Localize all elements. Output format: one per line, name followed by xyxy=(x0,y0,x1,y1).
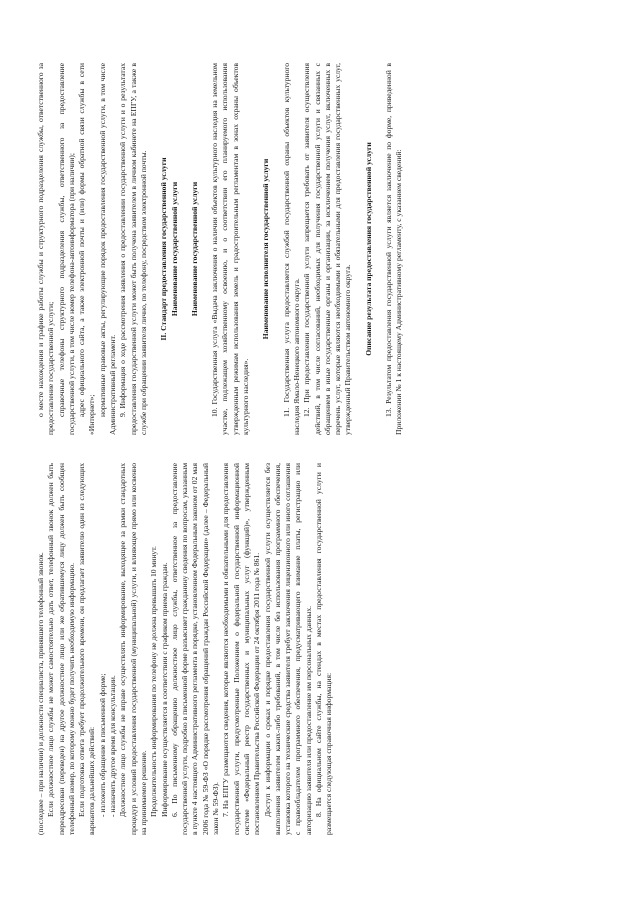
paragraph: Информирование осуществляется в соответствии с графиком приема граждан. xyxy=(159,562,169,817)
right-column xyxy=(36,63,405,435)
paragraph-12: 12. При предоставлении государственной услуги запрещается требовать от заявителя осуществления действий, в том числе согласований, необходимых для получения государственной услуги и связанных с обращением в иные государственные органы и организации, за исключением получения услуг, включенных в перечень услуг, которые являются необходимыми и обязательными для предоставления государственных услуг, утвержденный Правительством автономного округа. xyxy=(302,63,353,435)
paragraph: адрес официального сайта, а также электронной почты и (или) формы обратной связи службы в сети «Интернет»; xyxy=(77,63,97,435)
left-column xyxy=(36,463,335,835)
paragraph: (последнее – при наличии) и должности специалиста, принявшего телефонный звонок. xyxy=(36,552,45,835)
paragraph: 9. Информация о ходе рассмотрения заявления о предоставлении государственной услуги и о результатах предоставления государственной услуги может быть получена заявителем в личном кабинете на ЕПГУ, а также в службе при обращении заявителя лично, по телефону, посредством электронной почты. xyxy=(118,63,148,435)
paragraph: - изложить обращение в письменной форме; xyxy=(97,673,107,817)
paragraph: 7. На ЕПГУ размещаются сведения, которые являются необходимыми и обязательными для предоставления государственной услуги, предусмотренные Положением о федеральной государственной информационной системе «Федеральный реестр государственных и муниципальных услуг (функций)», утвержденным постановлением Правительства Российской Федерации от 24 октября 2011 года № 861. xyxy=(221,463,262,835)
paragraph: Если должностное лицо службы не может самостоятельно дать ответ, телефонный звонок должен быть переадресован (переведен) на другое должностное лицо или же обратившемуся лицу должен быть сообщен телефонный номер, по которому можно будет получить необходимую информацию. xyxy=(46,463,76,835)
subheading-service-name-2: Наименование государственной услуги xyxy=(189,181,199,317)
paragraph: Продолжительность информирования по телефону не должна превышать 10 минут. xyxy=(149,546,159,817)
subheading-result: Описание результата предоставления государственной услуги xyxy=(363,142,373,356)
paragraph-10: 10. Государственная услуга «Выдача заключения о наличии объектов культурного наследия на земельном участке, подлежащем хозяйственному освоению, и о соответствии его планируемого использования утвержденным режимам использования земель и градостроительным регламентам в зонах охраны объектов культурного наследия». xyxy=(210,63,251,435)
paragraph: 6. По письменному обращению должностное лицо службы, ответственное за предоставление государственной услуги, подробно в письменной форме разъясняет гражданину сведения по вопросам, указанным в пункте 4 настоящего Административного регламента в порядке, установленном Федеральным законом от 02 мая 2006 года № 59-ФЗ «О порядке рассмотрения обращений граждан Российской Федерации» (далее – Федеральный закон № 59-ФЗ). xyxy=(169,463,221,835)
paragraph: Доступ к информации о сроках и порядке предоставления государственной услуги осуществляется без выполнения заявителем каких-либо требований, в том числе без использования программного обеспечения, установка которого на технические средства заявителя требует заключения лицензионного или иного соглашения с правообладателем программного обеспечения, предусматривающего взимание платы, регистрацию или авторизацию заявителя или предоставление им персональных данных. xyxy=(262,463,313,835)
paragraph: о месте нахождения и графике работы службы и структурного подразделения службы, ответственного за предоставление государственной услуги; xyxy=(36,63,56,435)
paragraph-11: 11. Государственная услуга предоставляется службой государственной охраны объектов культурного наследия Ямало-Ненецкого автономного округа. xyxy=(281,63,301,435)
paragraph-13: 13. Результатом предоставления государственной услуги является заключение по форме, приведенной в Приложении № 1 к настоящему Административному регламенту, с указанием сведений: xyxy=(384,63,404,435)
paragraph: нормативные правовые акты, регулирующие порядок предоставления государственной услуги, в том числе Административный регламент. xyxy=(97,63,118,435)
subheading-service-name: Наименование государственной услуги xyxy=(169,181,179,317)
section-heading: II. Стандарт предоставления государственной услуги xyxy=(159,157,169,341)
paragraph: 8. На официальном сайте службы, на стендах в местах предоставления государственной услуги и размещается следующая справочная информация: xyxy=(314,463,334,835)
paragraph: Должностное лицо службы не вправе осуществлять информирование, выходящее за рамки стандартных процедур и условий предоставления государственной (муниципальной) услуги, и влияющее прямо или косвенно на принимаемое решение. xyxy=(118,463,148,835)
subheading-executor: Наименование исполнителя государственной услуги xyxy=(261,158,271,340)
paragraph: - назначить другое время для консультации. xyxy=(108,675,118,817)
paragraph: Если подготовка ответа требует продолжительного времени, он предлагает заявителю один из следующих вариантов дальнейших действий: xyxy=(77,463,97,835)
paragraph: справочные телефоны структурного подразделения службы, ответственного за предоставление государственной услуги, в том числе номер телефона-автоинформатора (при наличии); xyxy=(56,63,76,435)
